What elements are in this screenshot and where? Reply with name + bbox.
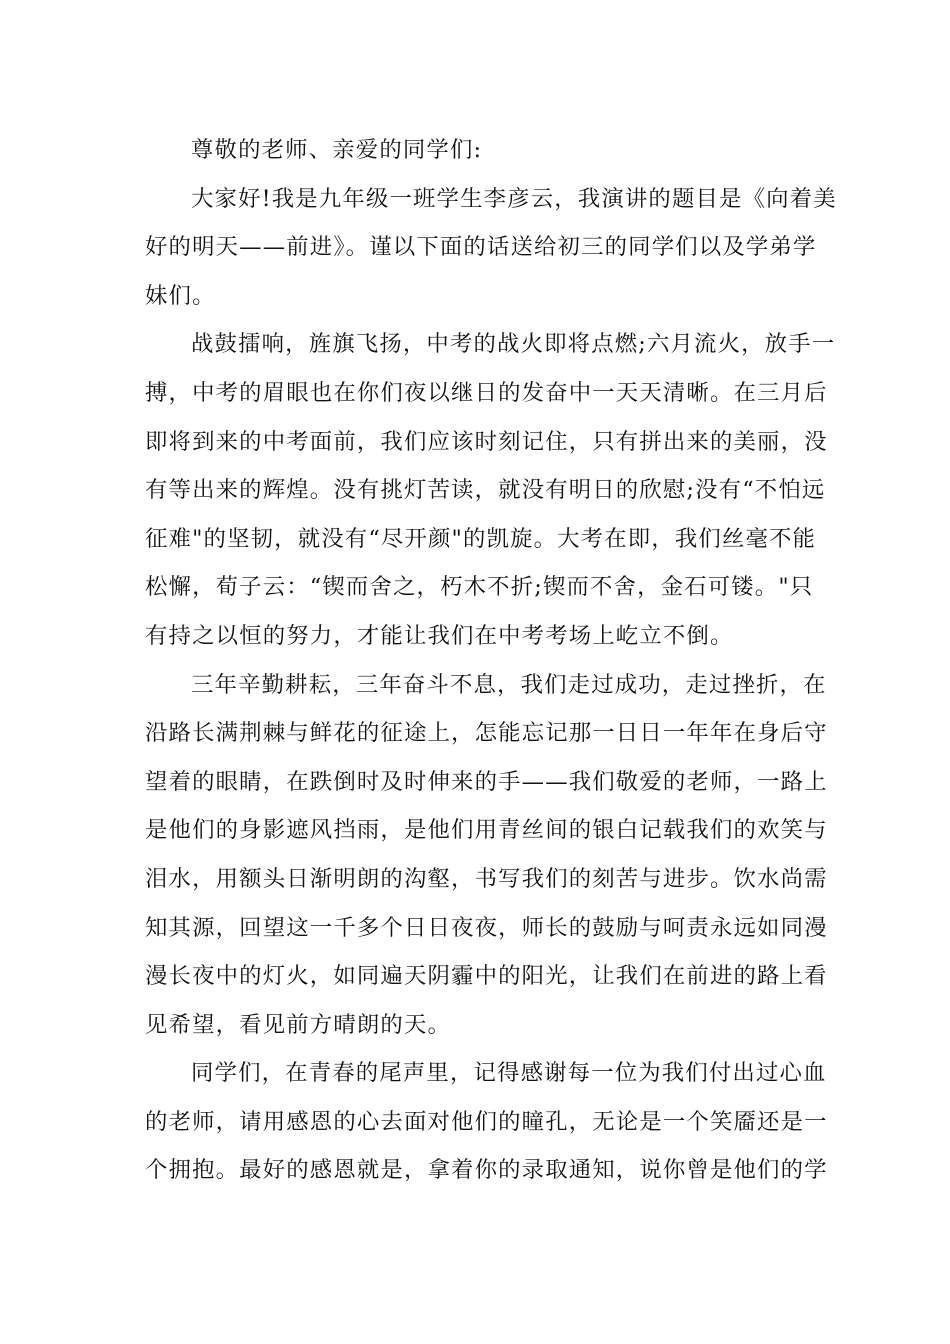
text-line: 即将到来的中考面前，我们应该时刻记住，只有拼出来的美丽，没 [145, 428, 828, 455]
text-line: 战鼓擂响，旌旗飞扬，中考的战火即将点燃;六月流火，放手一 [191, 331, 836, 358]
text-line: 松懈，荀子云：“锲而舍之，朽木不折;锲而不舍，金石可镂。"只 [145, 574, 814, 601]
paragraph [145, 661, 828, 1050]
salutation [145, 126, 805, 175]
paragraph [145, 320, 836, 660]
text-line: 搏，中考的眉眼也在你们夜以继日的发奋中一天天清晰。在三月后 [145, 379, 828, 406]
text-line: 见希望，看见前方晴朗的天。 [145, 1011, 452, 1038]
text-line: 同学们，在青春的尾声里，记得感谢每一位为我们付出过心血 [191, 1060, 827, 1087]
paragraph [145, 175, 837, 321]
text-line: 沿路长满荆棘与鲜花的征途上，怎能忘记那一日日一年年在身后守 [145, 720, 828, 747]
text-line: 大家好!我是九年级一班学生李彦云，我演讲的题目是《向着美 [191, 185, 837, 212]
text-line: 征难"的坚韧，就没有“尽开颜"的凯旋。大考在即，我们丝毫不能 [145, 525, 817, 552]
document-body [145, 126, 837, 1195]
text-line: 望着的眼睛，在跌倒时及时伸来的手——我们敬爱的老师，一路上 [145, 768, 828, 795]
text-line: 有持之以恒的努力，才能让我们在中考考场上屹立不倒。 [145, 622, 734, 649]
text-line: 的老师，请用感恩的心去面对他们的瞳孔，无论是一个笑靥还是一 [145, 1108, 828, 1135]
text-line: 泪水，用额头日渐明朗的沟壑，书写我们的刻苦与进步。饮水尚需 [145, 865, 828, 892]
document-page [145, 126, 837, 1195]
text-line: 是他们的身影遮风挡雨，是他们用青丝间的银白记载我们的欢笑与 [145, 817, 828, 844]
text-line: 知其源，回望这一千多个日日夜夜，师长的鼓励与呵责永远如同漫 [145, 914, 828, 941]
text-line: 尊敬的老师、亲爱的同学们: [191, 137, 483, 163]
paragraph [145, 1049, 828, 1195]
text-line: 三年辛勤耕耘，三年奋斗不息，我们走过成功，走过挫折，在 [191, 671, 827, 698]
text-line: 个拥抱。最好的感恩就是，拿着你的录取通知，说你曾是他们的学 [145, 1157, 828, 1184]
text-line: 妹们。 [145, 282, 216, 309]
text-line: 漫长夜中的灯火，如同遍天阴霾中的阳光，让我们在前进的路上看 [145, 963, 828, 990]
text-line: 有等出来的辉煌。没有挑灯苦读，就没有明日的欣慰;没有“不怕远 [145, 477, 826, 504]
text-line: 好的明天——前进》。谨以下面的话送给初三的同学们以及学弟学 [145, 234, 817, 261]
